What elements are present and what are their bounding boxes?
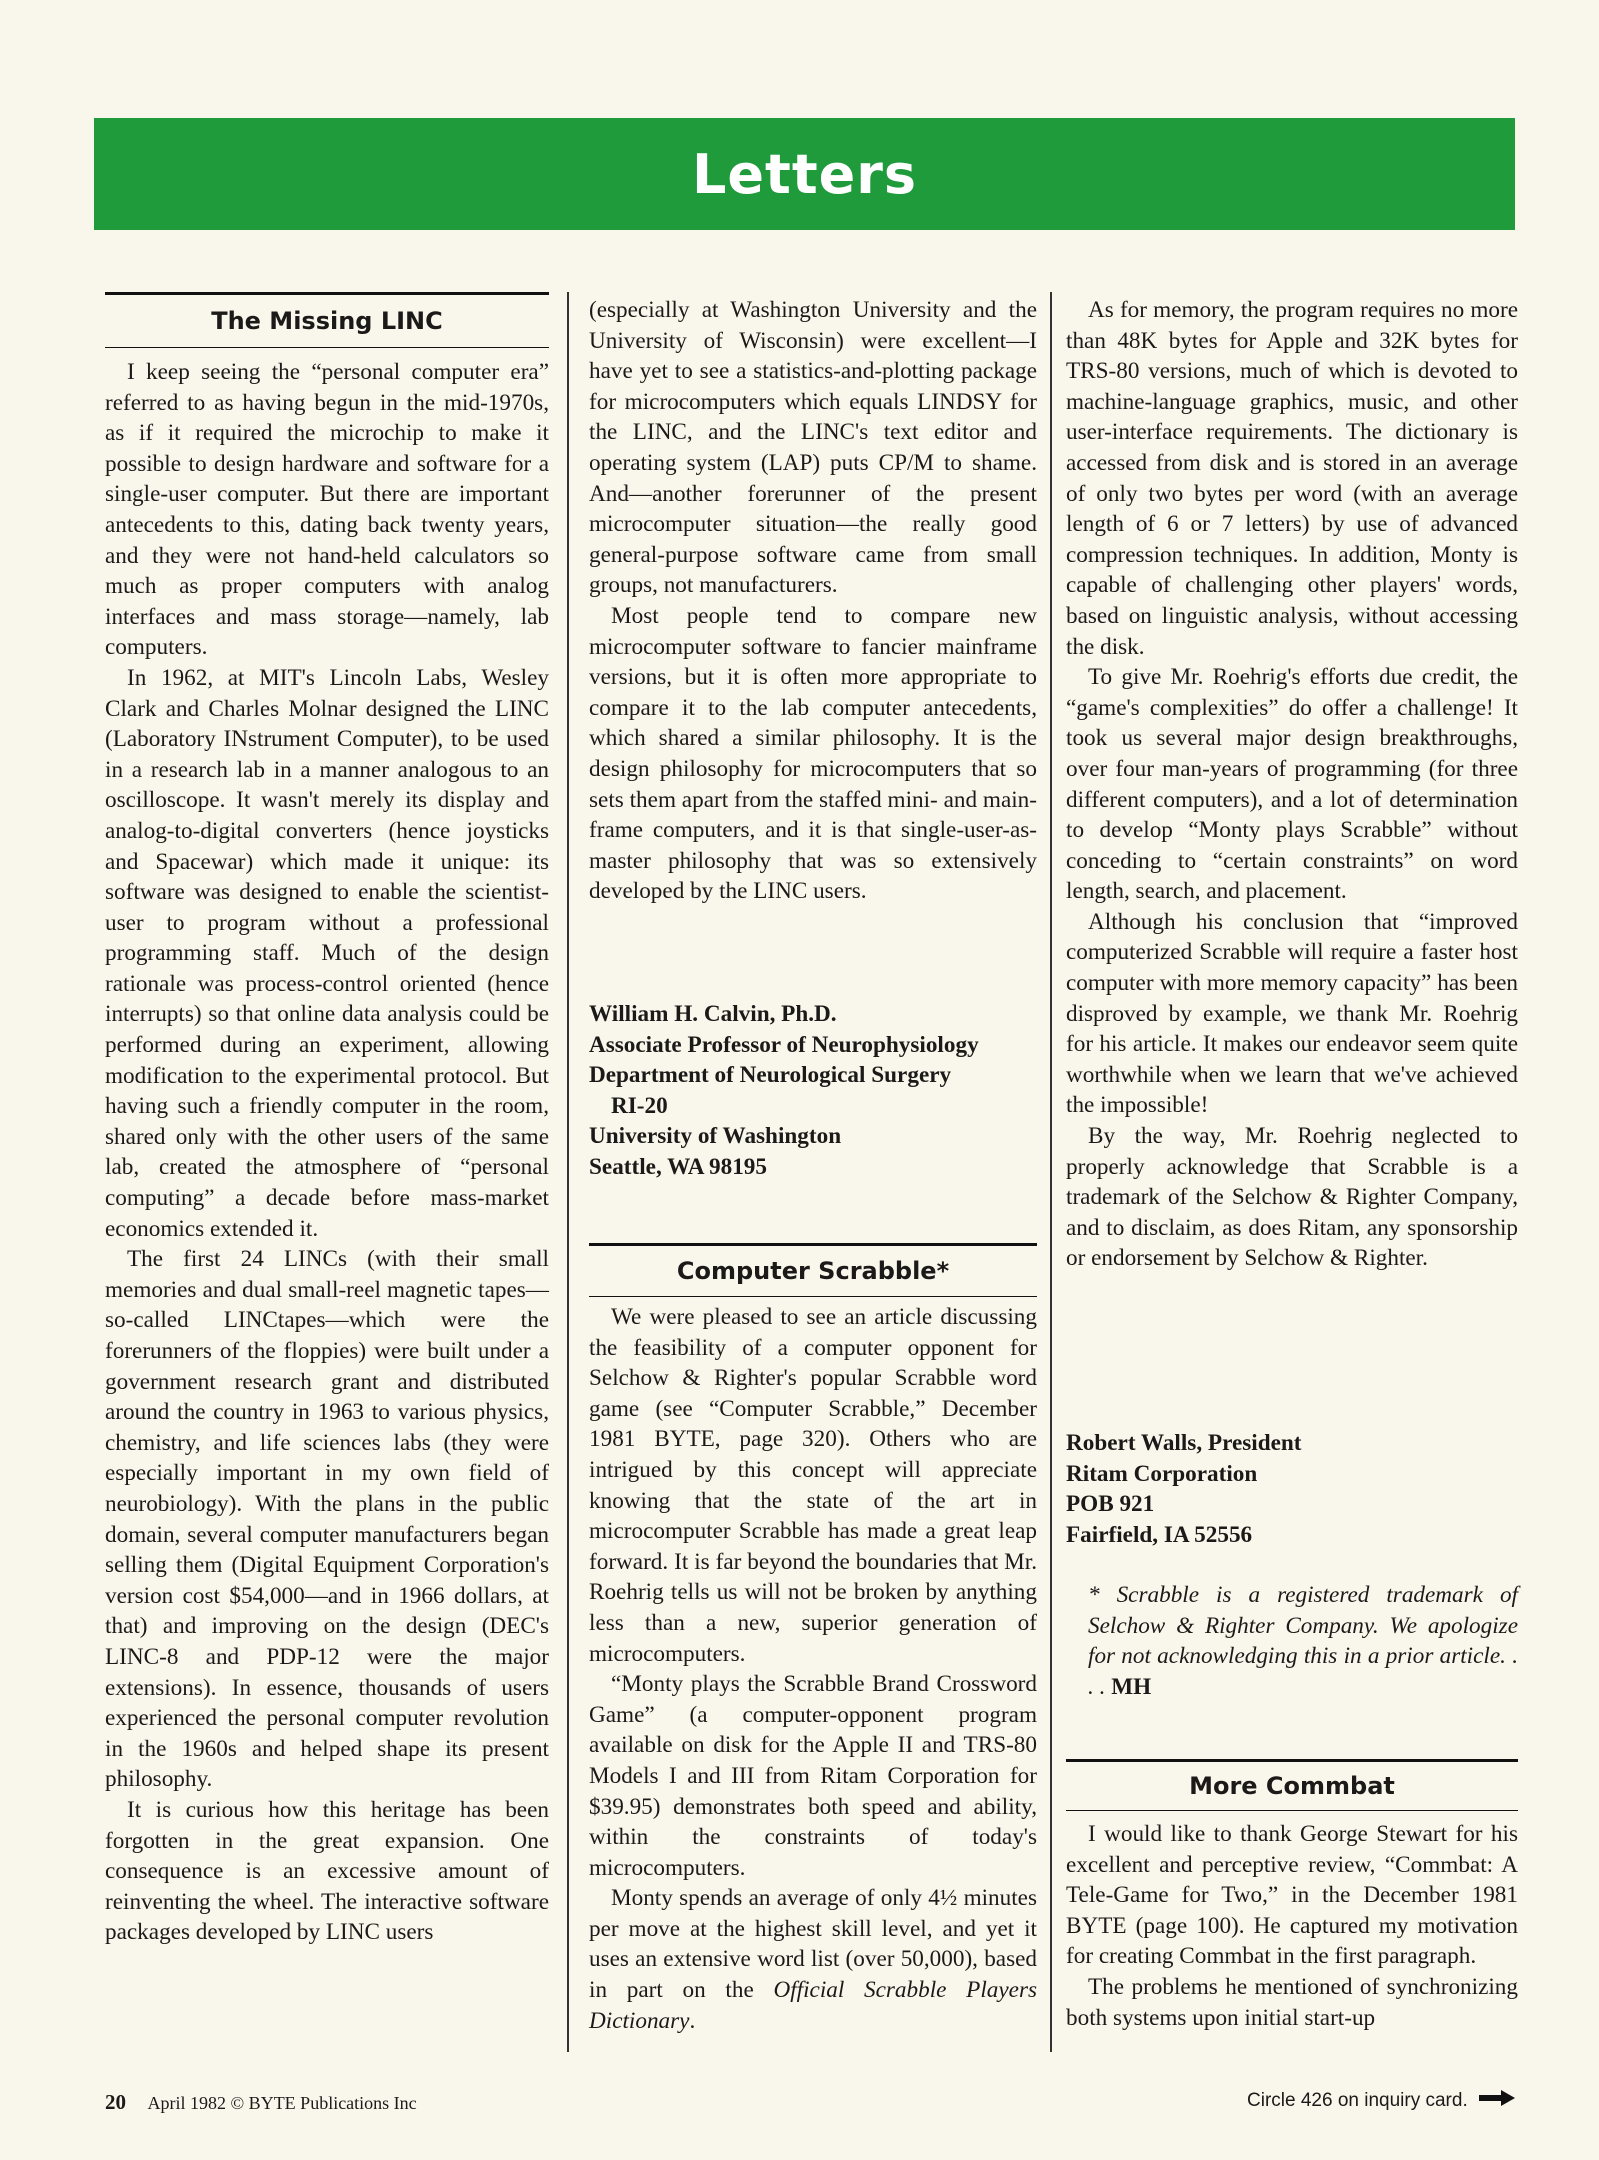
- editor-note-text: * Scrabble is a registered trademark of Selchow & Righter Company. We apologize for not acknowledging this in a prior article. . . .: [1088, 1582, 1518, 1700]
- letter-body: [1066, 1819, 1518, 2033]
- signature-block: [589, 999, 1037, 1183]
- issue-info: April 1982 © BYTE Publications Inc: [147, 2093, 417, 2113]
- page-footer-left: [105, 2090, 417, 2115]
- signature-line: Seattle, WA 98195: [589, 1153, 767, 1180]
- column-divider: [1050, 292, 1052, 2052]
- paragraph: [589, 1883, 1037, 2036]
- section-title: Letters: [691, 142, 918, 206]
- paragraph: Although his conclusion that “improved computerized Scrabble will require a faster host computer with more memory capacity” has been disproved by example, we thank Mr. Roehrig for his article. It makes our endeavor seem quite worthwhile when we learn that we've achieved the impossible!: [1066, 908, 1518, 1119]
- signature-line: Ritam Corporation: [1066, 1460, 1258, 1487]
- arrow-right-icon: [1479, 2090, 1515, 2112]
- paragraph: We were pleased to see an article discussing the feasibility of a computer opponent for Selchow & Righter's popular Scrabble word game (see “Computer Scrabble,” December 1981 BYTE, page 320). Others who are intrigued by this concept will appreciate knowing that the state of the art in microcomputer Scrabble has made a great leap forward. It is far beyond the boundaries that Mr. Roehrig tells us will not be broken by anything less than a new, superior generation of microcomputers.: [589, 1304, 1037, 1667]
- paragraph: Most people tend to compare new microcomputer software to fancier mainframe versions, but it is often more appropriate to compare it to the lab computer antecedents, which shared a similar philosophy. It is the design philosophy for microcomputers that so sets them apart from the staffed mini- and main-frame computers, and it is that single-user-as-master philosophy that was so extensively developed by the LINC users.: [589, 602, 1037, 905]
- paragraph: The problems he mentioned of synchronizing both systems upon initial start-up: [1066, 1973, 1518, 2031]
- editor-note: [1066, 1580, 1518, 1702]
- signature-line: Robert Walls, President: [1066, 1430, 1302, 1456]
- signature-line: Associate Professor of Neurophysiology: [589, 1031, 979, 1058]
- paragraph: (especially at Washington University and the University of Wisconsin) were excellent—I have yet to see a statistics-and-plotting package for microcomputers which equals LINDSY for the LINC, and the LINC's text editor and operating system (LAP) puts CP/M to shame. And—another forerunner of the present microcomputer situation—the really good general-purpose software came from small groups, not manufacturers.: [589, 297, 1037, 599]
- text: Monty spends an average of only 4½ minutes per move at the highest skill level, and yet it uses an extensive word list (over 50,000), based in part on the: [589, 1885, 1037, 2004]
- paragraph: By the way, Mr. Roehrig neglected to properly acknowledge that Scrabble is a trademark of the Selchow & Righter Company, and to disclaim, as does Ritam, any sponsorship or endorsement by Selchow & Righter.: [1066, 1123, 1518, 1272]
- inquiry-text: Circle 426 on inquiry card.: [1247, 2090, 1468, 2112]
- paragraph: As for memory, the program requires no more than 48K bytes for Apple and 32K bytes for TRS-80 versions, much of which is devoted to machine-language graphics, music, and other user-interface requirements. The dictionary is accessed from disk and is stored in an average of only two bytes per word (with an average length of 6 or 7 letters) by use of advanced compression techniques. In addition, Monty is capable of challenging other players' words, based on linguistic analysis, without accessing the disk.: [1066, 297, 1518, 660]
- letter-heading: More Commbat: [1066, 1759, 1518, 1811]
- signature-block: [1066, 1428, 1518, 1550]
- editor-initials: MH: [1111, 1673, 1152, 1700]
- paragraph: I keep seeing the “personal computer era” referred to as having begun in the mid-1970s, as if it required the microchip to make it possible to design hardware and software for a single-user computer. But there are important antecedents to this, dating back twenty years, and they were not hand-held calculators so much as proper computers with analog interfaces and mass storage—namely, lab computers.: [105, 359, 549, 661]
- paragraph: It is curious how this heritage has been forgotten in the great expansion. One consequence is an excessive amount of reinventing the wheel. The interactive software packages developed by LINC users: [105, 1796, 549, 1946]
- text: .: [689, 2007, 696, 2034]
- page-number: 20: [105, 2090, 126, 2114]
- letter-body: [589, 295, 1037, 907]
- letter-heading: The Missing LINC: [105, 292, 549, 348]
- signature-line: William H. Calvin, Ph.D.: [589, 1001, 837, 1027]
- signature-line: University of Washington: [589, 1123, 842, 1150]
- paragraph: “Monty plays the Scrabble Brand Crossword Game” (a computer-opponent program available on disk for the Apple II and TRS-80 Models I and III from Ritam Corporation for $39.95) demonstrates both speed and ability, within the constraints of today's microcomputers.: [589, 1671, 1037, 1881]
- paragraph: I would like to thank George Stewart for his excellent and perceptive review, “Commbat: A Tele-Game for Two,” in the December 1981 BYTE (page 100). He captured my motivation for creating Commbat in the first paragraph.: [1066, 1821, 1518, 1970]
- paragraph: In 1962, at MIT's Lincoln Labs, Wesley Clark and Charles Molnar designed the LINC (Laboratory INstrument Computer), to be used in a research lab in a manner analogous to an oscilloscope. It wasn't merely its display and analog-to-digital converters (hence joysticks and Spacewar) which made it unique: its software was designed to enable the scientist-user to program without a professional programming staff. Much of the design rationale was process-control oriented (hence interrupts) so that online data analysis could be performed during an experiment, allowing modification to the experimental protocol. But having such a friendly computer in the room, shared only with the other users of the same lab, created the atmosphere of “personal computing” a decade before mass-market economics extended it.: [105, 664, 549, 1242]
- letter-heading: Computer Scrabble*: [589, 1243, 1037, 1297]
- letter-body: [1066, 295, 1518, 1274]
- signature-line: RI-20: [611, 1092, 668, 1119]
- paragraph: The first 24 LINCs (with their small memories and dual small-reel magnetic tapes—so-called LINCtapes—which were the forerunners of the floppies) were built under a government research grant and distributed around the country in 1963 to various physics, chemistry, and life sciences labs (they were especially important in my own field of neurobiology). With the plans in the public domain, several computer manufacturers began selling them (Digital Equipment Corporation's version cost $54,000—and in 1966 dollars, at that) and improving on the design (DEC's LINC-8 and PDP-12 were the major extensions). In essence, thousands of users experienced the personal computer revolution in the 1960s and helped shape its present philosophy.: [105, 1246, 549, 1793]
- section-banner: [94, 118, 1515, 230]
- paragraph: To give Mr. Roehrig's efforts due credit, the “game's complexities” do offer a challenge! It took us several major design breakthroughs, over four man-years of programming (for three different computers), and a lot of determination to develop “Monty plays Scrabble” without conceding to “certain constraints” on word length, search, and placement.: [1066, 664, 1518, 905]
- signature-line: POB 921: [1066, 1491, 1155, 1518]
- column-divider: [567, 292, 569, 2052]
- letter-body: [589, 1302, 1037, 2036]
- letter-body: [105, 357, 549, 1948]
- signature-line: Fairfield, IA 52556: [1066, 1521, 1253, 1548]
- page-footer-right: [1247, 2090, 1515, 2112]
- book-title: Official Scrabble Players Dictionary: [589, 1977, 1037, 2034]
- signature-line: Department of Neurological Surgery: [589, 1062, 952, 1089]
